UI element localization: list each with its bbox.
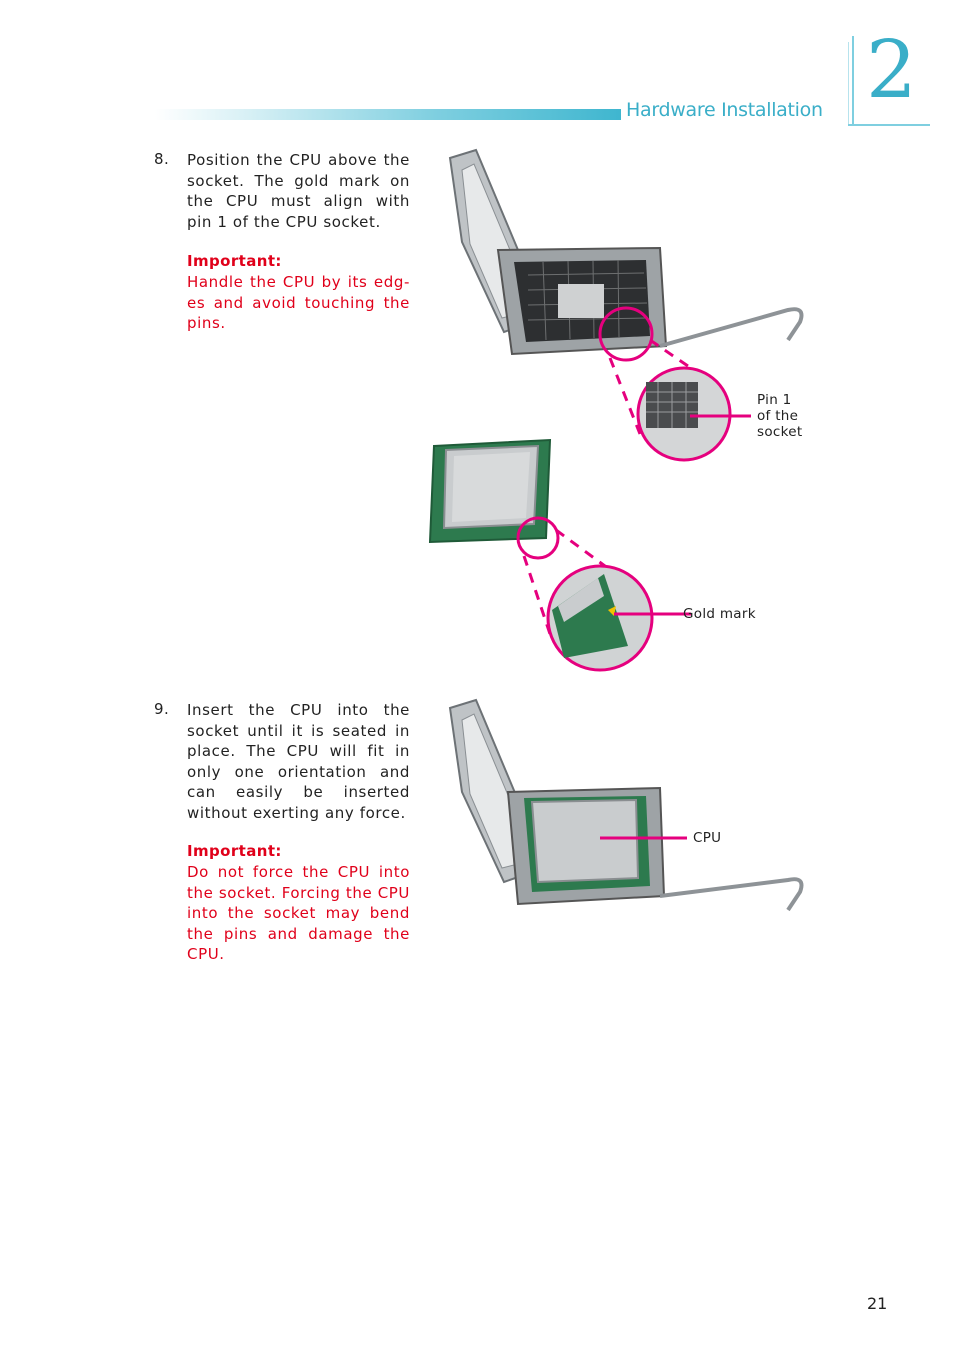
important-text: Handle the CPU by its edg-es and avoid touching the pins. bbox=[187, 273, 410, 332]
callout-gold-mark: Gold mark bbox=[683, 606, 756, 622]
cpu-gold-mark-illustration bbox=[428, 438, 768, 678]
page-number: 21 bbox=[867, 1294, 888, 1313]
step-text: Position the CPU above the socket. The gold mark on the CPU must align with pin 1 of the CPU socket. bbox=[187, 151, 410, 231]
chapter-frame-line bbox=[848, 124, 930, 126]
chapter-number: 2 bbox=[866, 23, 917, 116]
step-text: Insert the CPU into the socket until it is seated in place. The CPU will fit in only one orientation and can easily be inserted without exerting any force. bbox=[187, 701, 410, 822]
socket-open-illustration bbox=[428, 150, 808, 470]
section-title: Hardware Installation bbox=[626, 99, 823, 121]
step-number: 9. bbox=[154, 700, 170, 718]
important-title: Important: bbox=[187, 842, 282, 860]
header-accent-bar bbox=[155, 109, 621, 120]
callout-cpu: CPU bbox=[693, 830, 722, 846]
important-title: Important: bbox=[187, 252, 282, 270]
step-number: 8. bbox=[154, 150, 170, 168]
cpu-seated-illustration bbox=[428, 700, 808, 920]
important-text: Do not force the CPU into the socket. Forcing the CPU into the socket may bend the pins and damage the CPU. bbox=[187, 863, 410, 963]
callout-pin1: Pin 1 of the socket bbox=[757, 392, 803, 440]
chapter-frame-line bbox=[848, 42, 849, 126]
chapter-frame-line bbox=[852, 36, 854, 126]
